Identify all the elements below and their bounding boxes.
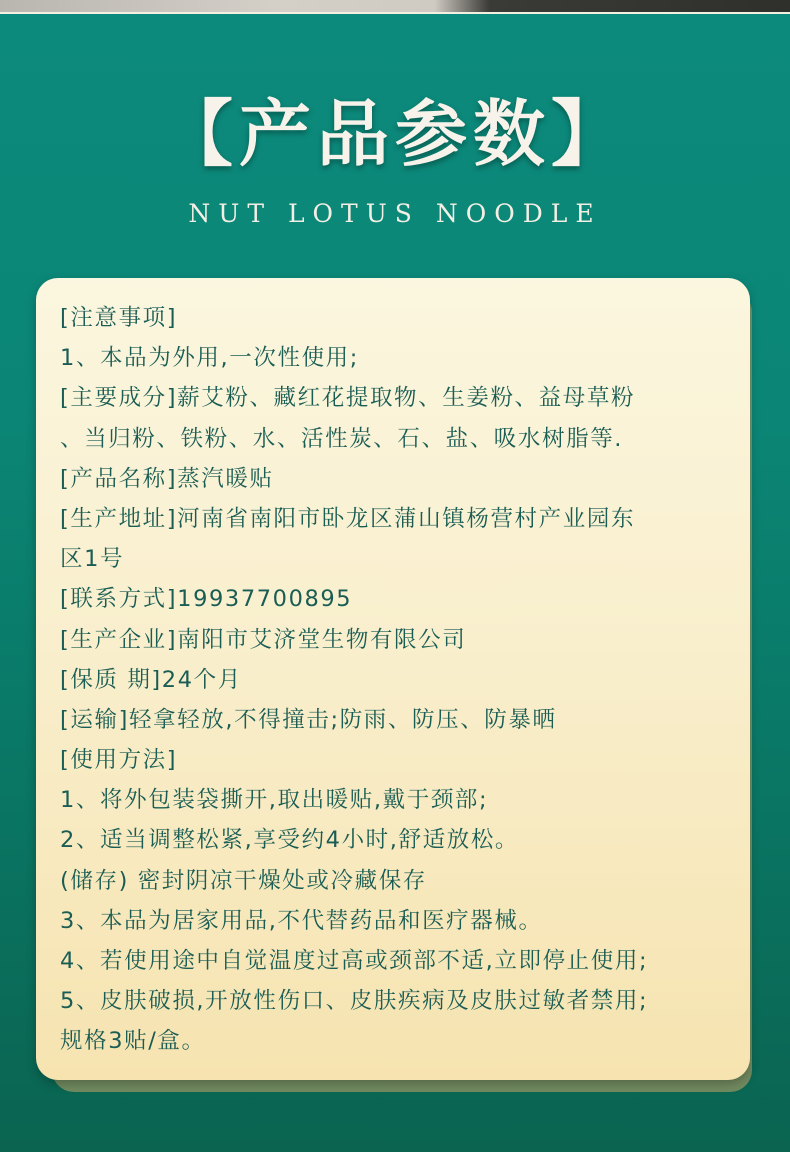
text-line: [注意事项] xyxy=(60,305,178,331)
text-line: 规格3贴/盒。 xyxy=(60,1028,206,1055)
text-line: [联系方式]19937700895 xyxy=(60,586,353,613)
text-line: 1、将外包装袋撕开,取出暖贴,戴于颈部; xyxy=(60,787,489,814)
text-line: 区1号 xyxy=(60,546,125,573)
text-line: 4、若使用途中自觉温度过高或颈部不适,立即停止使用; xyxy=(60,948,649,974)
text-line: [使用方法] xyxy=(60,747,178,774)
text-line: 2、适当调整松紧,享受约4小时,舒适放松。 xyxy=(60,827,520,854)
page-title: 【产品参数】 xyxy=(160,92,629,176)
text-line: 3、本品为居家用品,不代替药品和医疗器械。 xyxy=(60,907,543,934)
text-line: [产品名称]蒸汽暖贴 xyxy=(60,465,274,492)
text-line: [生产地址]河南省南阳市卧龙区蒲山镇杨营村产业园东 xyxy=(60,505,636,532)
text-line: 、当归粉、铁粉、水、活性炭、石、盐、吸水树脂等. xyxy=(60,425,624,452)
text-line: [主要成分]薪艾粉、藏红花提取物、生姜粉、益母草粉 xyxy=(60,385,636,412)
top-photo-strip xyxy=(0,0,790,14)
text-line: [生产企业]南阳市艾济堂生物有限公司 xyxy=(60,626,467,653)
text-line: 5、皮肤破损,开放性伤口、皮肤疾病及皮肤过敏者禁用; xyxy=(60,988,649,1015)
text-line: [保质 期]24个月 xyxy=(60,666,242,693)
product-parameters-card xyxy=(36,278,750,1080)
parameters-text xyxy=(60,298,742,1062)
text-line: (储存) 密封阴凉干燥处或冷藏保存 xyxy=(60,867,427,894)
page-subtitle: NUT LOTUS NOODLE xyxy=(188,199,602,228)
text-line: 1、本品为外用,一次性使用; xyxy=(60,345,359,372)
top-divider xyxy=(0,12,790,14)
text-line: [运输]轻拿轻放,不得撞击;防雨、防压、防暴晒 xyxy=(60,706,557,733)
